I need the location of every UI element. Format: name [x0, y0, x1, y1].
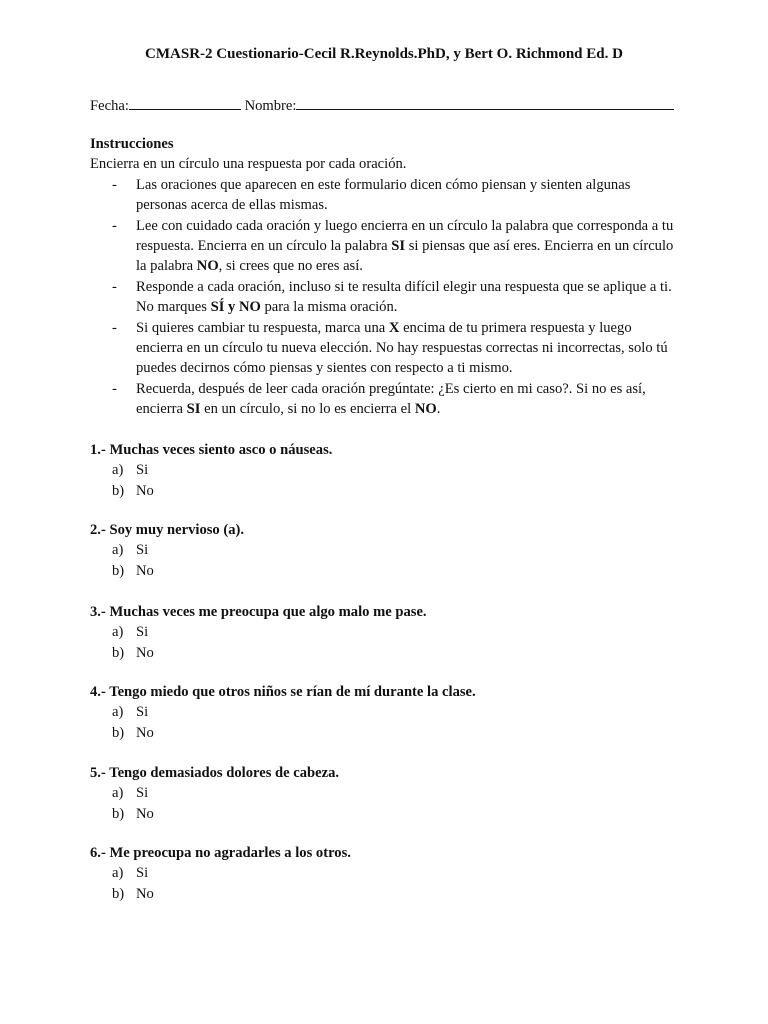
header-fields: [90, 94, 674, 115]
option-si[interactable]: a) Si: [112, 785, 149, 802]
option-no[interactable]: b) No: [112, 562, 154, 579]
option-no[interactable]: b) No: [112, 885, 154, 902]
option-no[interactable]: b) No: [112, 724, 154, 741]
nombre-label: Nombre:: [244, 98, 297, 114]
question-6: [90, 843, 680, 904]
question-4: [90, 682, 680, 743]
fecha-label: Fecha:: [90, 98, 129, 114]
instructions-section: [90, 134, 680, 420]
option-si[interactable]: a) Si: [112, 865, 149, 882]
option-no[interactable]: b) No: [112, 644, 154, 661]
option-si[interactable]: a) Si: [112, 462, 149, 479]
question-3: [90, 602, 680, 663]
question-text: 1.- Muchas veces siento asco o náuseas.: [90, 442, 333, 458]
instructions-intro: Encierra en un círculo una respuesta por cada oración.: [90, 156, 407, 173]
instruction-item: - Lee con cuidado cada oración y luego encierra en un círculo la palabra que corresponda a tu respuesta. Encierra en un círculo la palabra SI si piensas que así eres. Encierra en un círculo la palabra NO, si crees que no eres así.: [112, 217, 674, 275]
option-no[interactable]: b) No: [112, 805, 154, 822]
question-text: 5.- Tengo demasiados dolores de cabeza.: [90, 765, 340, 781]
instruction-item: - Responde a cada oración, incluso si te resulta difícil elegir una respuesta que se aplique a ti. No marques SÍ y NO para la misma oración.: [112, 278, 672, 316]
option-si[interactable]: a) Si: [112, 704, 149, 721]
question-text: 4.- Tengo miedo que otros niños se rían de mí durante la clase.: [90, 684, 476, 700]
instruction-item: - Si quieres cambiar tu respuesta, marca una X encima de tu primera respuesta y luego encierra en un círculo tu nueva elección. No hay respuestas correctas ni incorrectas, solo tú puedes decirnos cómo piensas y sientes con respecto a ti mismo.: [112, 319, 668, 377]
document-title: CMASR-2 Cuestionario-Cecil R.Reynolds.PhD, y Bert O. Richmond Ed. D: [145, 46, 623, 62]
option-no[interactable]: b) No: [112, 482, 154, 499]
instruction-item: - Recuerda, después de leer cada oración pregúntate: ¿Es cierto en mi caso?. Si no es así, encierra SI en un círculo, si no lo es encierra el NO.: [112, 380, 646, 418]
option-si[interactable]: a) Si: [112, 624, 149, 641]
fecha-field[interactable]: [129, 94, 241, 110]
question-1: [90, 440, 680, 501]
instruction-item: - Las oraciones que aparecen en este formulario dicen cómo piensan y sienten algunas personas acerca de ellas mismas.: [112, 176, 631, 214]
question-text: 2.- Soy muy nervioso (a).: [90, 522, 245, 538]
question-text: 6.- Me preocupa no agradarles a los otros.: [90, 845, 351, 861]
question-5: [90, 763, 680, 824]
nombre-field[interactable]: [296, 94, 674, 110]
instructions-list: [90, 175, 680, 420]
question-2: [90, 520, 680, 581]
question-text: 3.- Muchas veces me preocupa que algo malo me pase.: [90, 604, 427, 620]
option-si[interactable]: a) Si: [112, 542, 149, 559]
instructions-heading: Instrucciones: [90, 136, 174, 152]
